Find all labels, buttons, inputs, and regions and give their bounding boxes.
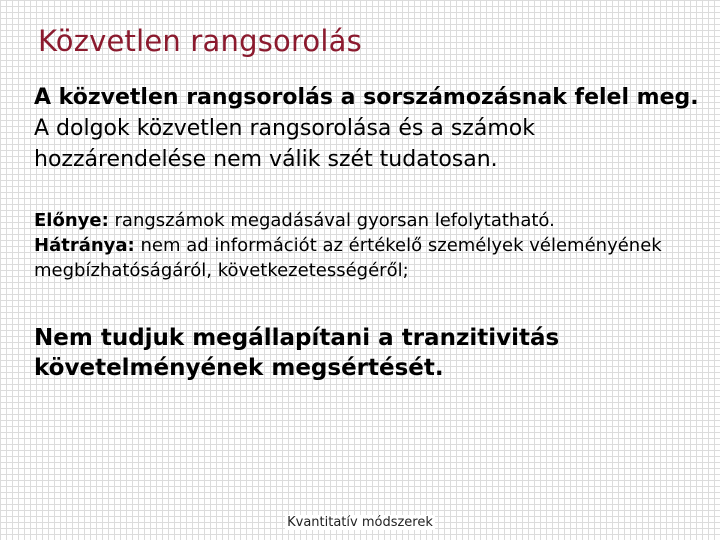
footer — [0, 515, 720, 531]
disadvantage-line — [34, 233, 704, 283]
disadvantage-text: nem ad információt az értékelő személyek véleményének megbízhatóságáról, következetességéről; — [34, 235, 662, 281]
footer-text: Kvantitatív módszerek — [287, 515, 433, 530]
disadvantage-label: Hátránya: — [34, 235, 135, 256]
explanation-paragraph: A dolgok közvetlen rangsorolása és a számok hozzárendelése nem válik szét tudatosan. — [34, 116, 535, 172]
advantage-line — [34, 208, 704, 233]
slide-title: Közvetlen rangsorolás — [38, 24, 362, 58]
conclusion-paragraph: Nem tudjuk megállapítani a tranzitivitás követelményének megsértését. — [34, 325, 560, 381]
advantage-text: rangszámok megadásával gyorsan lefolytatható. — [108, 210, 555, 231]
pros-cons-block — [34, 208, 704, 283]
advantage-label: Előnye: — [34, 210, 109, 231]
intro-block — [34, 82, 704, 175]
definition-paragraph: A közvetlen rangsorolás a sorszámozásnak felel meg. — [34, 85, 699, 110]
